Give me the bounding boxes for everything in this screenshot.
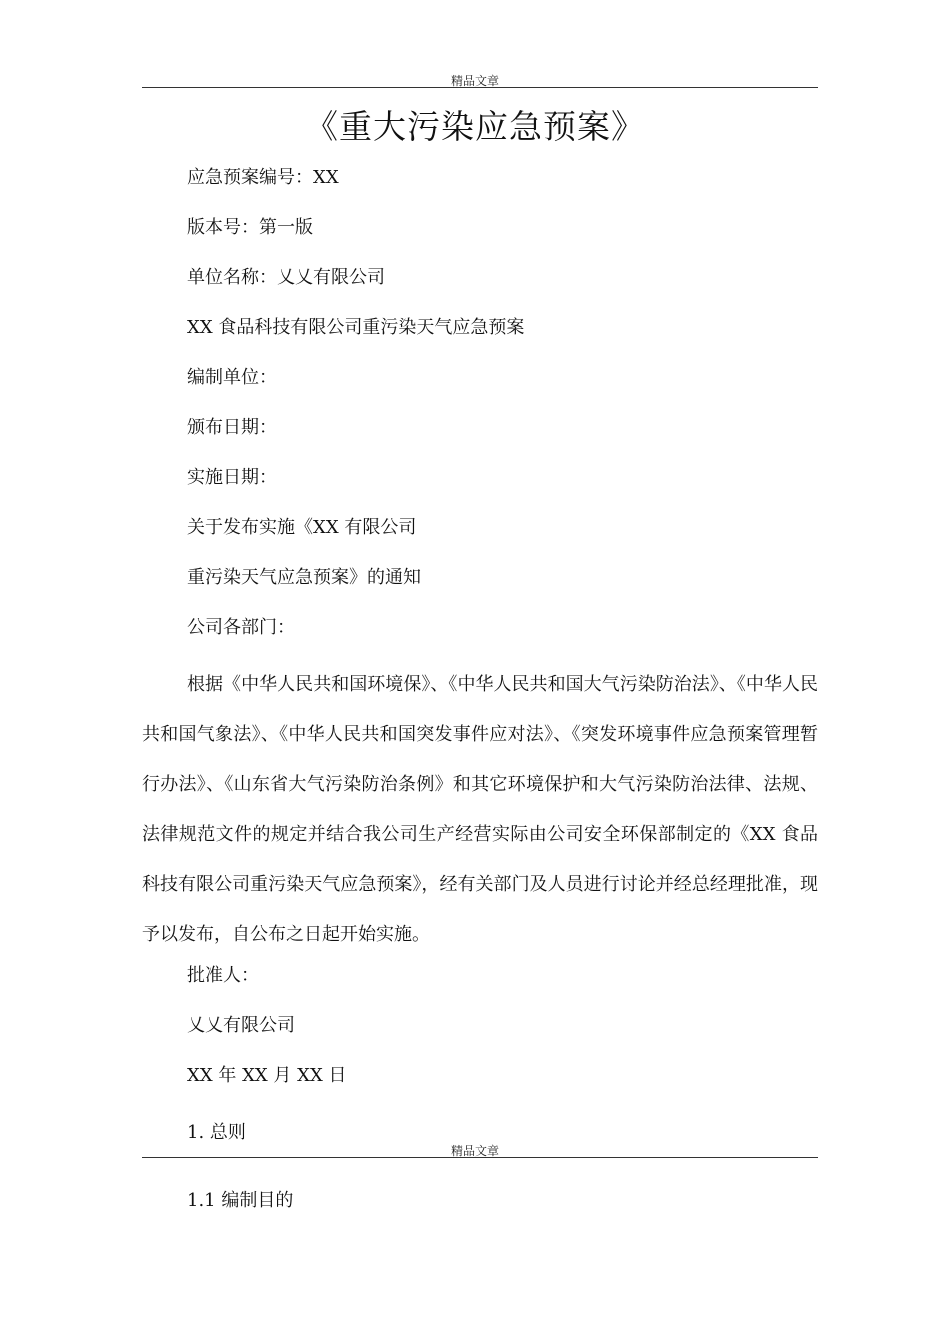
version-line: 版本号：第一版: [187, 217, 313, 238]
effective-date-line: 实施日期：: [187, 467, 277, 488]
issue-date-line: 颁布日期：: [187, 417, 277, 438]
section-heading: 1. 总则: [187, 1122, 246, 1143]
footer-rule: [142, 1157, 818, 1158]
plan-number-line: 应急预案编号：XX: [187, 167, 339, 188]
unit-name-line: 单位名称：乂乂有限公司: [187, 267, 385, 288]
notice-body-paragraph: 根据《中华人民共和国环境保》、《中华人民共和国大气污染防治法》、《中华人民共和国气象法》、《中华人民共和国突发事件应对法》、《突发环境事件应急预案管理暂行办法》、《山东省大气污染防治条例》和其它环境保护和大气污染防治法律、法规、法律规范文件的规定并结合我公司生产经营实际由公司安全环保部制定的《XX 食品科技有限公司重污染天气应急预案》，经有关部门及人员进行讨论并经总经理批准，现予以发布，自公布之日起开始实施。: [142, 674, 818, 945]
document-title: 《重大污染应急预案》: [305, 107, 645, 146]
subsection-heading: 1.1 编制目的: [187, 1190, 294, 1211]
approver-line: 批准人：: [187, 965, 259, 986]
date-line: XX 年 XX 月 XX 日: [187, 1065, 347, 1086]
notice-title-line-1: 关于发布实施《XX 有限公司: [187, 517, 417, 538]
company-signature-line: 乂乂有限公司: [187, 1015, 295, 1036]
page-header: 精品文章: [450, 74, 499, 88]
plan-name-line: XX 食品科技有限公司重污染天气应急预案: [187, 317, 525, 338]
page-footer: 精品文章: [450, 1144, 499, 1158]
salutation-line: 公司各部门：: [187, 617, 295, 638]
notice-title-line-2: 重污染天气应急预案》的通知: [187, 567, 421, 588]
compiling-unit-line: 编制单位：: [187, 367, 277, 388]
header-rule: [142, 87, 818, 88]
